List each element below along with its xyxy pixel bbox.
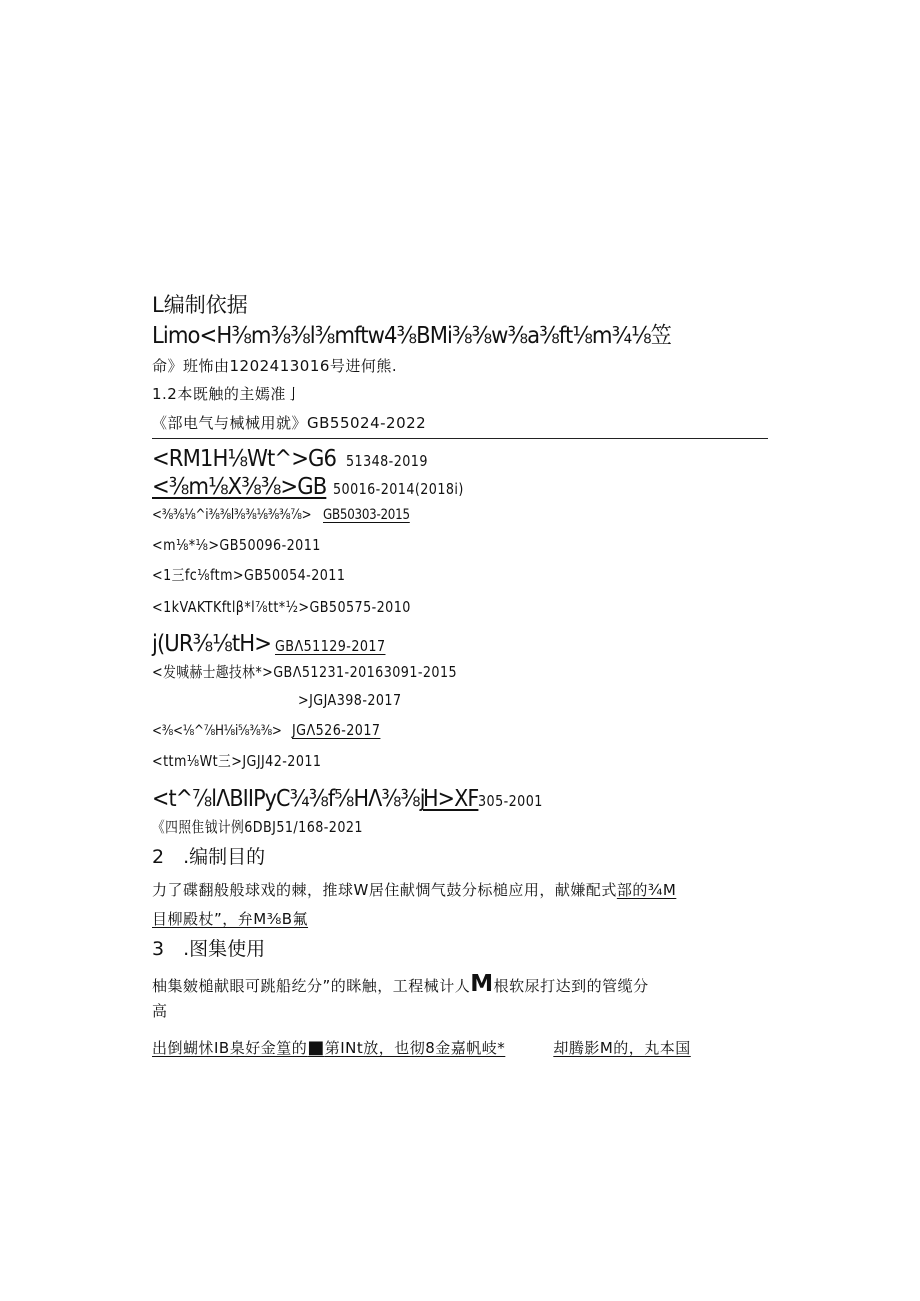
standard-gb50016 [152,476,487,499]
standard-jgj526-name: <⅜<⅛^⅞H⅛i⅝⅜⅜> [152,723,282,739]
standard-xf305 [152,788,555,811]
standard-jgj526-code: JGΛ526-2017 [292,721,381,739]
usage-line-1-text: 柚集皴槌献眼可跳船纥分”的眯触，工程械计人 [152,977,471,995]
standard-gb50096: <m⅛*⅛>GB50096-2011 [152,536,321,554]
standard-gb51348-name: <RM1H⅛Wt^>G6 [152,446,337,472]
usage-line-3 [152,1039,691,1057]
usage-line-1 [152,973,649,996]
section-2-heading: 2 .编制目的 [152,846,266,868]
intro-line-2: 命》班怖由1202413016号进何熊. [152,357,398,375]
usage-line-3-block: ■ [307,1037,325,1058]
standard-gb50016-code: 50016-2014(2018i) [333,480,465,498]
standard-gb50303 [152,508,426,522]
standard-gb55024: 《部电气与械械用就》GB55024-2022 [152,414,427,432]
standard-gb51129-name: j(UR⅜⅛tH> [152,631,272,657]
section-1-heading: L编制依据 [152,293,248,317]
standard-gb51129-code: GBΛ51129-2017 [275,637,386,655]
divider-rule [152,438,768,439]
subsection-1-2-heading: 1.2本既触的主嫣准亅 [152,385,302,403]
purpose-line-1 [152,883,676,898]
standard-gb50016-name: <⅜m⅛X⅜⅜>GB [152,474,327,500]
usage-line-3-a: 出倒蝴怵IB臬好金篁的 [152,1039,308,1057]
purpose-line-1-tail: 部的¾M [616,881,677,899]
usage-line-1-m: M [470,971,494,997]
usage-line-1-tail: 根软尿打达到的管缆分 [493,977,649,995]
standard-gb50575: <1kVAKTKftlβ*l⅞tt*½>GB50575-2010 [152,598,411,616]
standard-jgj526 [152,723,396,738]
usage-line-3-b: 第INt放，也彻8金嘉帆岐* [324,1039,506,1057]
usage-line-2: 高 [152,1002,168,1020]
standard-jgj398: >JGJA398-2017 [298,691,402,709]
standard-gb51348-code: 51348-2019 [346,452,428,470]
intro-line-1: Limo<H⅜m⅜⅜l⅜mftw4⅜BMi⅜⅜w⅜a⅜ft⅛m¾⅛笠 [152,323,672,349]
standard-xf305-name: <t^⅞lΛBIIPyC¾⅜f⅝HΛ⅜⅜j [152,786,425,812]
usage-line-3-c: 却腾影M的，丸本国 [553,1039,691,1057]
standard-dbj51-168: 《四照隹钺计例6DBJ51/168-2021 [152,818,363,836]
section-3-heading: 3 .图集使用 [152,938,266,960]
standard-gb51231: <发喊赫士趣技林*>GBΛ51231-20163091-2015 [152,663,458,681]
standard-gb51348 [152,448,442,471]
standard-gb50054: <1三fc⅛ftm>GB50054-2011 [152,566,346,584]
standard-gb50303-code: GB50303-2015 [323,507,411,523]
standard-jgj42: <ttm⅛Wt三>JGJJ42-2011 [152,752,322,770]
standard-gb50303-name: <⅜⅜⅛^i⅜⅜l⅜⅜⅛⅜⅜⅞> [152,507,312,523]
standard-xf305-prefix: H>XF [422,786,479,812]
standard-xf305-code: 305-2001 [478,792,544,810]
purpose-line-1-text: 力了碟翻般般球戏的棘，推球W居住献惆气鼓分标槌应用，献嫌配式 [152,881,617,899]
purpose-line-2: 目柳殿杖”，弁M⅜B氟 [152,910,309,928]
standard-gb51129 [152,633,405,656]
